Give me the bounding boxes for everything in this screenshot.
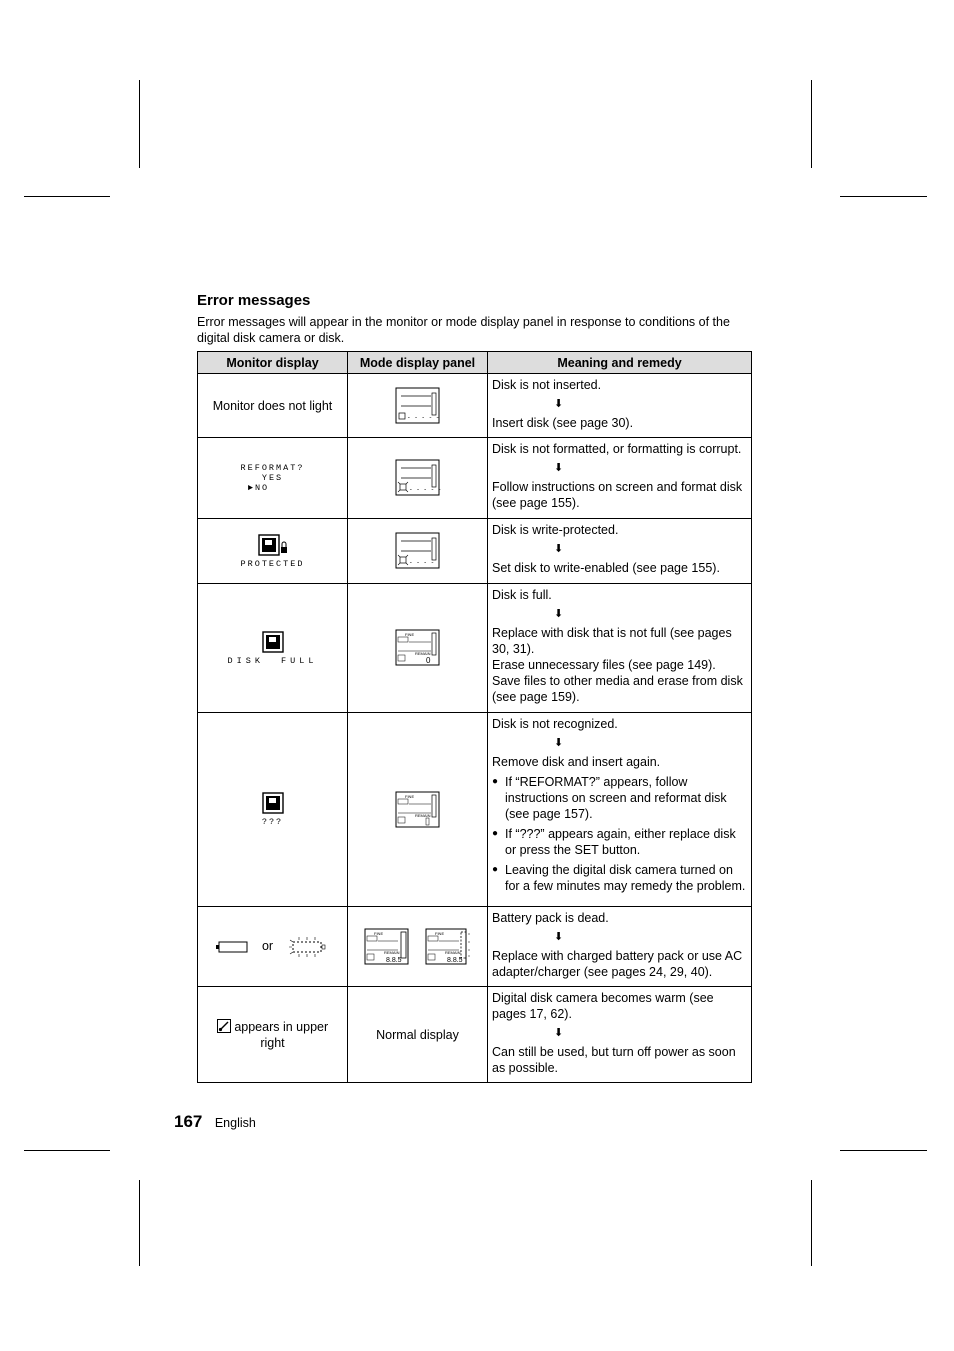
- meaning-cell: [488, 907, 752, 987]
- remedy-text: Replace with charged battery pack or use AC adapter/charger (see pages 24, 29, 40).: [492, 949, 743, 979]
- svg-text:8.8.5: 8.8.5: [447, 956, 463, 964]
- remedy-text: Replace with disk that is not full (see pages 30, 31).: [492, 626, 732, 656]
- list-item: [492, 862, 747, 894]
- remedy-text: Set disk to write-enabled (see page 155).: [492, 561, 720, 575]
- crop-mark: [24, 1150, 110, 1151]
- mode-panel-battery-icon: [364, 928, 410, 966]
- panel-cell: [348, 907, 488, 987]
- header-monitor-display: Monitor display: [198, 352, 348, 374]
- down-arrow-icon: ⬇: [554, 1027, 564, 1039]
- section-intro: Error messages will appear in the monitor or mode display panel in response to conditions of the digital disk camera or disk.: [197, 315, 730, 345]
- table-row: [198, 907, 752, 987]
- remedy-text: Remove disk and insert again.: [492, 755, 661, 769]
- svg-text:0: 0: [425, 656, 430, 665]
- svg-text:FINE: FINE: [373, 930, 383, 936]
- remedy-text: Save files to other media and erase from disk (see page 159).: [492, 674, 743, 704]
- down-arrow-icon: ⬇: [554, 543, 564, 555]
- monitor-cell: [198, 987, 348, 1083]
- monitor-cell: [198, 584, 348, 713]
- header-meaning-remedy: Meaning and remedy: [488, 352, 752, 374]
- crop-mark: [139, 1180, 140, 1266]
- meaning-cell: [488, 987, 752, 1083]
- battery-empty-icon: [216, 941, 248, 953]
- panel-cell: [348, 713, 488, 907]
- remedy-text: Follow instructions on screen and format disk (see page 155).: [492, 480, 743, 510]
- meaning-cell: [488, 438, 752, 519]
- panel-cell: [348, 374, 488, 438]
- thermometer-icon: [217, 1019, 231, 1033]
- bullet-text: Leaving the digital disk camera turned on for a few minutes may remedy the problem.: [505, 863, 746, 893]
- monitor-cell: [198, 438, 348, 519]
- svg-text:REMAIN: REMAIN: [414, 812, 431, 818]
- crop-mark: [139, 80, 140, 168]
- monitor-cell: [198, 713, 348, 907]
- monitor-line: REFORMAT?: [240, 463, 305, 473]
- header-mode-display-panel: Mode display panel: [348, 352, 488, 374]
- mode-panel-blinking-disk-icon: [395, 532, 441, 570]
- crop-mark: [840, 196, 927, 197]
- monitor-label: ???: [261, 817, 284, 827]
- or-text: or: [261, 938, 274, 953]
- svg-text:REMAIN: REMAIN: [383, 949, 400, 955]
- list-item: [492, 826, 747, 858]
- down-arrow-icon: ⬇: [554, 931, 564, 943]
- disk-icon: [262, 631, 284, 653]
- panel-cell: [348, 584, 488, 713]
- table-row: [198, 438, 752, 519]
- page-footer: [174, 1112, 256, 1132]
- cause-text: Battery pack is dead.: [492, 911, 609, 925]
- meaning-cell: [488, 519, 752, 584]
- monitor-label: DISK FULL: [227, 655, 318, 666]
- monitor-cell: Monitor does not light: [198, 374, 348, 438]
- table-row: [198, 374, 752, 438]
- disk-lock-icon: [258, 534, 288, 556]
- bullet-icon: ●: [492, 864, 499, 875]
- mode-panel-no-disk-icon: [395, 387, 441, 425]
- monitor-line: YES: [261, 473, 284, 483]
- mode-panel-remain-blank-icon: [395, 791, 441, 829]
- crop-mark: [811, 80, 812, 168]
- crop-mark: [840, 1150, 927, 1151]
- down-arrow-icon: ⬇: [554, 608, 564, 620]
- page-number: 167: [174, 1112, 203, 1131]
- table-row: [198, 713, 752, 907]
- monitor-cell: [198, 907, 348, 987]
- mode-panel-blinking-disk-icon: [395, 459, 441, 497]
- svg-text:- - - - -: - - - - -: [406, 413, 439, 421]
- disk-icon: [262, 792, 284, 814]
- section-title: Error messages: [197, 292, 311, 309]
- cause-text: Disk is not formatted, or formatting is corrupt.: [492, 442, 742, 456]
- svg-text:REMAIN: REMAIN: [445, 949, 461, 955]
- battery-blinking-icon: [287, 936, 329, 958]
- cause-text: Disk is not inserted.: [492, 378, 602, 392]
- meaning-cell: [488, 374, 752, 438]
- panel-cell: [348, 438, 488, 519]
- list-item: [492, 774, 747, 822]
- monitor-cell: [198, 519, 348, 584]
- language-label: English: [214, 1116, 256, 1130]
- remedy-text: Can still be used, but turn off power as soon as possible.: [492, 1045, 736, 1075]
- svg-text:- - - - -: - - - - -: [408, 486, 441, 493]
- bullet-icon: ●: [492, 776, 499, 787]
- down-arrow-icon: ⬇: [554, 398, 564, 410]
- remedy-text: Erase unnecessary files (see page 149).: [492, 658, 716, 672]
- cause-text: Disk is write-protected.: [492, 523, 619, 537]
- mode-panel-battery-blinking-icon: [425, 928, 471, 966]
- crop-mark: [811, 1180, 812, 1266]
- monitor-label: PROTECTED: [240, 558, 305, 569]
- mode-panel-remain-zero-icon: [395, 629, 441, 667]
- remedy-text: Insert disk (see page 30).: [492, 416, 634, 430]
- monitor-line: ►NO: [247, 483, 270, 493]
- bullet-text: If “???” appears again, either replace disk or press the SET button.: [505, 827, 736, 857]
- table-row: [198, 987, 752, 1083]
- table-header-row: [198, 352, 752, 374]
- svg-text:FINE: FINE: [404, 793, 414, 799]
- cause-text: Disk is full.: [492, 588, 552, 602]
- svg-text:FINE: FINE: [404, 632, 414, 637]
- monitor-label: appears in upper right: [234, 1019, 329, 1050]
- bullet-icon: ●: [492, 828, 499, 839]
- down-arrow-icon: ⬇: [554, 737, 564, 749]
- meaning-cell: [488, 713, 752, 907]
- svg-text:FINE: FINE: [435, 930, 445, 936]
- svg-text:8.8.5: 8.8.5: [385, 956, 402, 964]
- svg-text:REMAIN: REMAIN: [414, 651, 431, 656]
- svg-text:- - - -: - - - -: [408, 559, 434, 566]
- error-table: [197, 351, 752, 1083]
- panel-cell: [348, 519, 488, 584]
- cause-text: Disk is not recognized.: [492, 717, 618, 731]
- crop-mark: [24, 196, 110, 197]
- bullet-text: If “REFORMAT?” appears, follow instructions on screen and reformat disk (see page 157).: [505, 775, 727, 821]
- meaning-cell: [488, 584, 752, 713]
- table-row: [198, 519, 752, 584]
- table-row: [198, 584, 752, 713]
- panel-cell: Normal display: [348, 987, 488, 1083]
- cause-text: Digital disk camera becomes warm (see pages 17, 62).: [492, 991, 714, 1021]
- down-arrow-icon: ⬇: [554, 462, 564, 474]
